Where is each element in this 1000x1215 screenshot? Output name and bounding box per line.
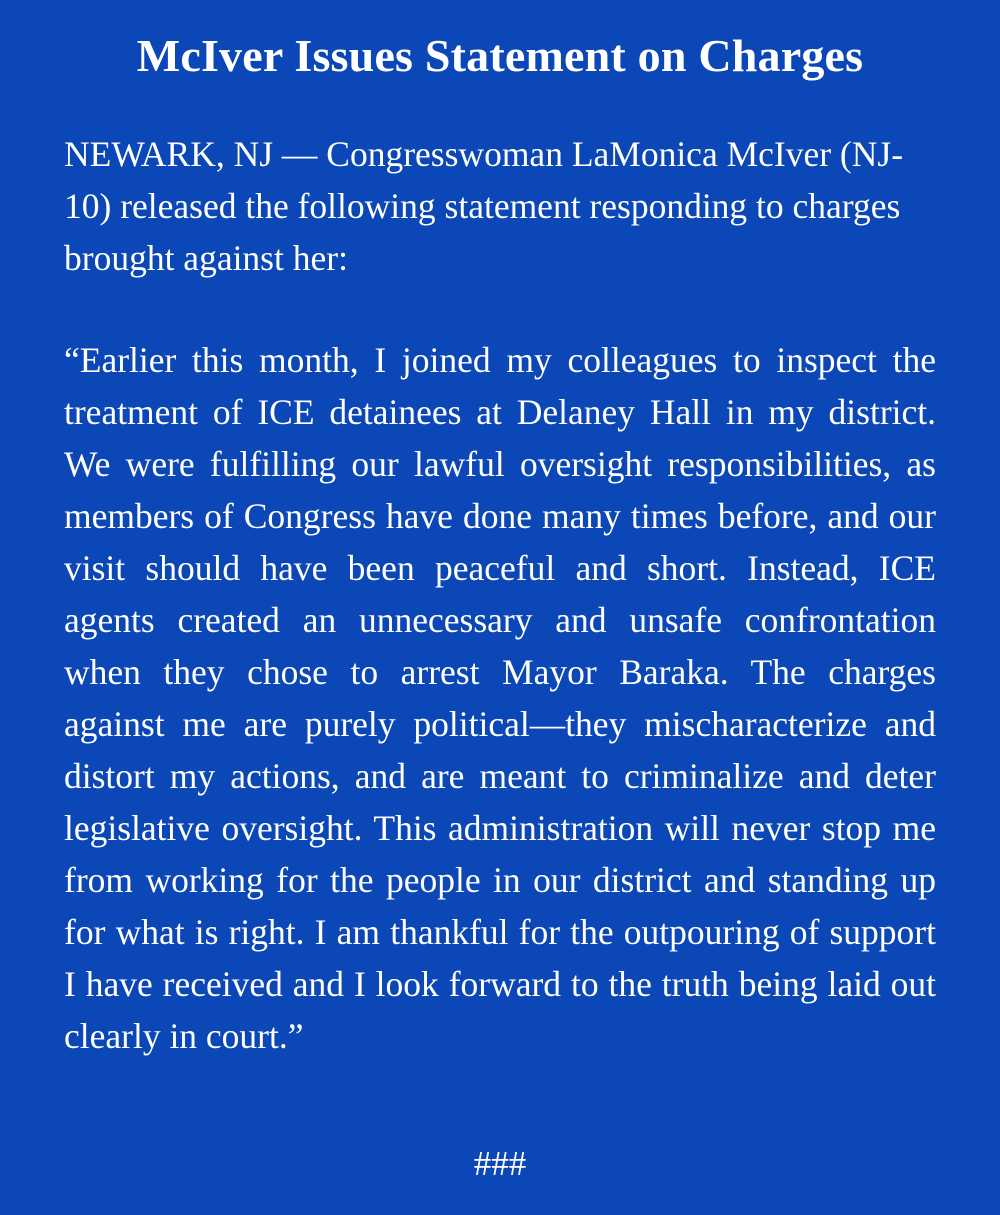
intro-paragraph: NEWARK, NJ — Congresswoman LaMonica McIver (NJ-10) released the following statement responding to charges brought against her: — [64, 134, 904, 278]
page-title: McIver Issues Statement on Charges — [136, 30, 864, 81]
statement-quote: “Earlier this month, I joined my colleagues to inspect the treatment of ICE detainees at Delaney Hall in my district. We were fulfilling our lawful oversight responsibilities, as members of Congress have done many times before, and our visit should have been peaceful and short. Instead, ICE agents created an unnecessary and unsafe confrontation when they chose to arrest Mayor Baraka. The charges against me are purely political—they mischaracterize and distort my actions, and are meant to criminalize and deter legislative oversight. This administration will never stop me from working for the people in our district and standing up for what is right. I am thankful for the outpouring of support I have received and I look forward to the truth being laid out clearly in court.” — [64, 340, 936, 1056]
end-mark: ### — [473, 1144, 527, 1183]
